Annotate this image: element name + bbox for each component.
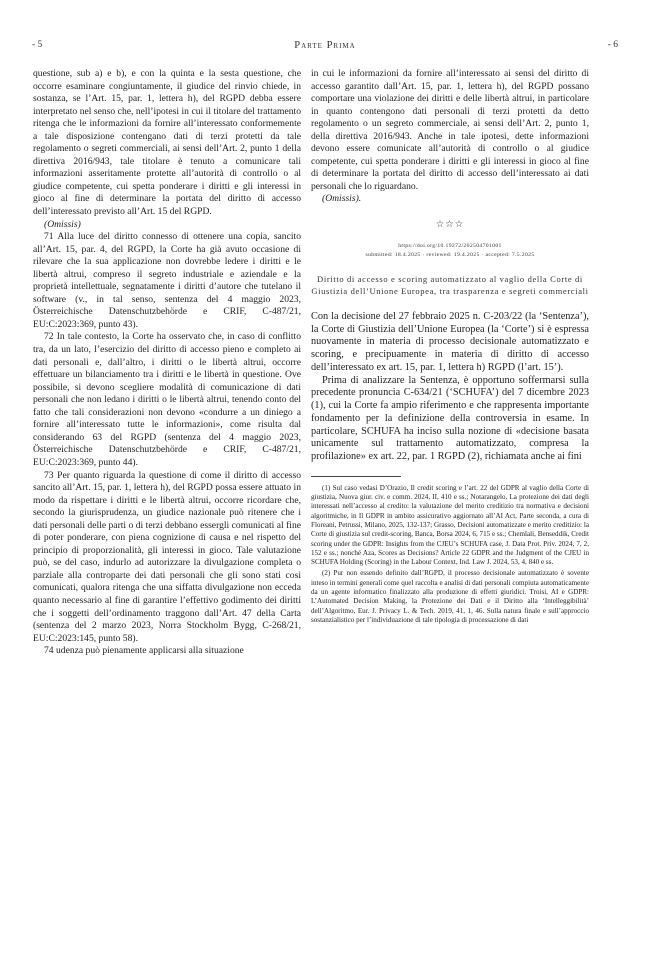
article-paragraph-1: Con la decisione del 27 febbraio 2025 n. C-203/22 (la ‘Sentenza’), la Corte di Giustizia dell’Unione Europea (la ‘Corte’) si è espressa nuovamente in materia di processo decisionale automatizzato e scoring, e precipuamente in materia di diritto di accesso dell’interessato ex art. 15, par. 1, lettera h) RGPD (l’art. 15’). (311, 310, 589, 373)
paragraph-73: 73 Per quanto riguarda la questione di come il diritto di accesso sancito all’Art. 15, par. 1, lettera h), del RGPD possa essere attuato in modo da rispettare i diritti e le libertà altrui, occorre ricordare che, secondo la giurisprudenza, un giudice nazionale può ritenere che i dati personali delle parti o di terzi debbano essergli comunicati al fine di poter ponderare, con piena cognizione di causa e nel rispetto del principio di proporzionalità, gli interessi in gioco. Tale valutazione può, se del caso, indurlo ad autorizzare la divulgazione completa o parziale alla controparte dei dati personali che gli sono stati così comunicati, qualora ritenga che una siffatta divulgazione non ecceda quanto necessario al fine di garantire l’effettivo godimento dei diritti che i soggetti dell’ordinamento traggono dall’Art. 47 della Carta (sentenza del 2 marzo 2023, Norra Stockholm Bygg, C-268/21, EU:C:2023:145, punto 58). (33, 469, 301, 644)
paragraph-71: 71 Alla luce del diritto connesso di ottenere una copia, sancito all’Art. 15, par. 4, del RGPD, la Corte ha già avuto occasione di rilevare che la sua applicazione non dovrebbe ledere i diritti e le libertà altrui, compreso il segreto industriale e aziendale e la proprietà intellettuale, segnatamente i diritti d’autore che tutelano il software (v., in tal senso, sentenza del 4 maggio 2023, Österreichische Datenschutzbehörde e CRIF, C-487/21, EU:C:2023:369, punto 43). (33, 231, 301, 330)
article-title: Diritto di accesso e scoring automatizzato al vaglio della Corte di Giustizia dell’Unione Europea, tra trasparenza e segreti commerciali (311, 273, 589, 297)
omissis-note: (Omissis). (322, 193, 362, 205)
footnote-1: (1) Sul caso vedasi D’Orazio, Il credit scoring e l’art. 22 del GDPR al vaglio della Corte di giustizia, Nuova giur. civ. e comm. 2024, II, 410 e ss.; Notarangelo, La protezione dei dati degli interessati nell’accesso al credito: la valutazione del merito creditizio tra normativa e decisioni algoritmiche, in Il GDPR in ambito assicurativo aggiornato all’AI Act, Parte seconda, a cura di Floreani, Petrussi, Milano, 2025, 132-137; Grasso, Decisioni automatizzate e merito creditizio: la Corte di giustizia sul credit-scoring, Banca, Borsa 2024, 6, 715 e ss.; Chemlali, Benseddik, Credit scoring under the GDPR: Insights from the CJEU’s SCHUFA case, J. Data Prot. Priv. 2024, 7, 2, 152 e ss.; nonché Aza, Scores as Decisions? Article 22 GDPR and the Judgment of the CJEU in SCHUFA Holding (Scoring) in the Labour Context, Ind. Law J. 2024, 53, 4, 840 e ss. (311, 483, 589, 567)
article-body (311, 311, 589, 464)
running-header (32, 40, 618, 54)
footnote-divider (311, 476, 401, 477)
article-paragraph-2: Prima di analizzare la Sentenza, è opportuno soffermarsi sulla precedente pronuncia C-634/21 (‘SCHUFA’) del 7 dicembre 2023 (1), cui la Corte fa ampio riferimento e che rappresenta importante fondamento per la definizione della controversia in esame. In particolare, SCHUFA ha inciso sulla nozione di «decisione basata unicamente sul trattamento automatizzato, compresa la profilazione» ex art. 22, par. 1 RGPD (2), richiamata anche ai fini (311, 374, 589, 462)
paragraph: questione, sub a) e b), e con la quinta e la sesta questione, che occorre esaminare congiuntamente, il giudice del rinvio chiede, in sostanza, se l’Art. 15, par. 1, lettera h), del RGPD debba essere interpretato nel senso che, nell’ipotesi in cui il titolare del trattamento ritenga che le informazioni da fornire all’interessato conformemente a tale disposizione contengano dati di terzi protetti da tale regolamento o segreti commerciali, ai sensi dell’Art. 2, punto 1 della direttiva 2016/943, tale titolare è tenuto a comunicare tali informazioni asseritamente protette all’autorità di controllo o al giudice competente, cui spetta ponderare i diritti e gli interessi in gioco al fine di determinare la portata del diritto di accesso dell’interessato previsto all’Art. 15 del RGPD. (33, 68, 301, 218)
paragraph: in cui le informazioni da fornire all’interessato ai sensi del diritto di accesso garantito dall’Art. 15, par. 1, lettera h), del RGPD possano comportare una violazione dei diritti e delle libertà altrui, in particolare in quanto contengono dati personali di terzi protetti da detto regolamento o un segreto commerciale, ai sensi dell’Art. 2, punto 1, della direttiva 2016/943. Anche in tale ipotesi, dette informazioni devono essere comunicate all’autorità di controllo o al giudice competente, cui spetta ponderare i diritti e gli interessi in gioco al fine di determinare la portata del diritto di accesso dell’interessato ai dati personali che lo riguardano. (311, 68, 589, 192)
right-column (311, 68, 589, 625)
section-separator-stars: ☆☆☆ (435, 220, 465, 231)
page-number-right: - 6 (607, 40, 618, 50)
paragraph-74: 74 udenza può pienamente applicarsi alla situazione (44, 645, 244, 657)
omissis-note: (Omissis) (44, 218, 81, 230)
submission-dates: submitted: 18.4.2025 · reviewed: 19.4.2025 · accepted: 7.5.2025 (365, 251, 535, 258)
section-title: Parte Prima (294, 40, 356, 51)
paragraph-72: 72 In tale contesto, la Corte ha osservato che, in caso di conflitto tra, da un lato, l’esercizio del diritto di accesso pieno e completo ai dati personali e, dall’altro, i diritti o le libertà altrui, occorre effettuare un bilanciamento tra i diritti e le libertà in questione. Ove possibile, si devono scegliere modalità di comunicazione di dati personali che non ledano i diritti o le libertà altrui, tenendo conto del fatto che tali considerazioni non devono «condurre a un diniego a fornire all’interessato tutte le informazioni», come risulta dal considerando 63 del RGPD (sentenza del 4 maggio 2023, Österreichische Datenschutzbehörde e CRIF, C-487/21, EU:C:2023:369, punto 44). (33, 331, 301, 468)
left-column (33, 68, 301, 658)
page-number-left: - 5 (32, 40, 43, 50)
doi-line: https://doi.org/10.19272/202504701001 (398, 242, 502, 249)
footnote-2: (2) Pur non essendo definito dall’RGPD, il processo decisionale automatizzato è sovente inteso in termini generali come quel raccolta e analisi di dati personali compiuta automaticamente da un agente informatico finalizzato alla produzione di effetti giuridici. Troisi, AI e GDPR: L’Automated Decision Making, la Protezione dei Dati e il Diritto alla ‘Intelleggibilità’ dell’Algoritmo, Eur. J. Privacy L. & Tech. 2019, 41, 1, 46. Sulla natura finale e sull’approccio sostanzialistico per l’individuazione di tale tipologia di processazione di dati (311, 569, 589, 624)
